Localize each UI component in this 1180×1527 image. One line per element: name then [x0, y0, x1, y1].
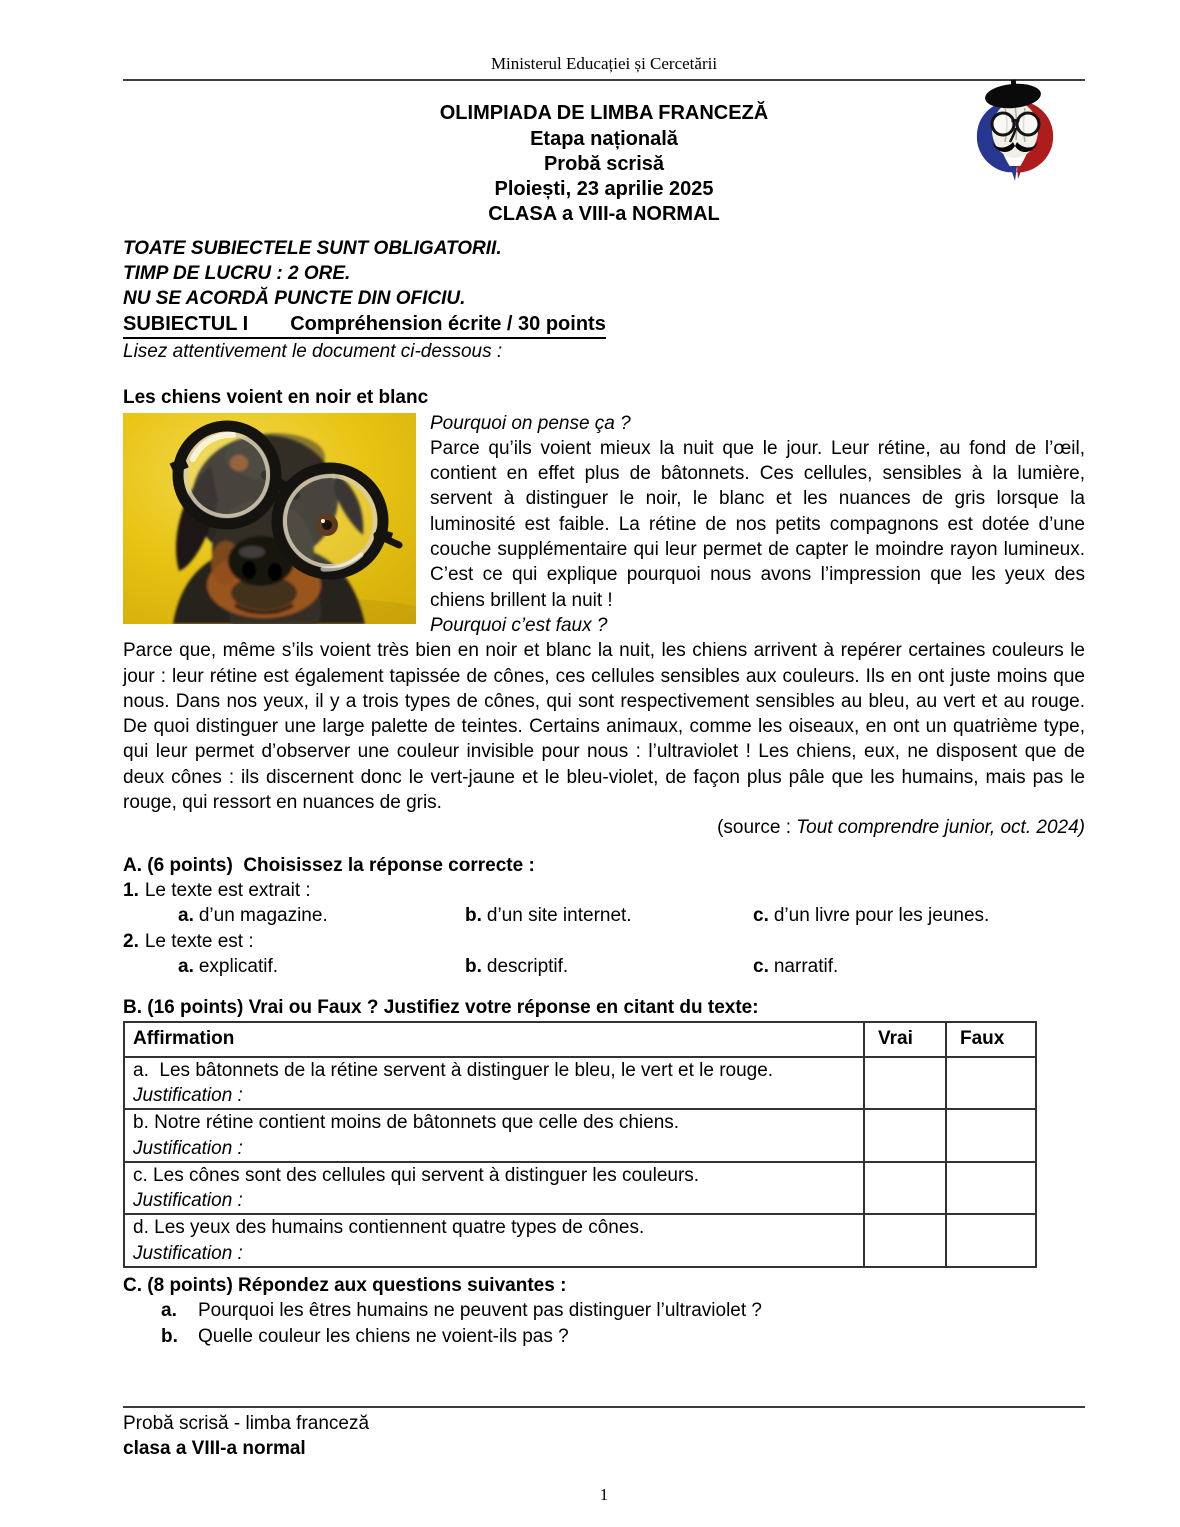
notice-line: TIMP DE LUCRU : 2 ORE. — [123, 263, 351, 285]
title-block — [123, 101, 1085, 227]
notice-line: NU SE ACORDĂ PUNCTE DIN OFICIU. — [123, 288, 466, 310]
article-paragraph-1: Parce qu’ils voient mieux la nuit que le jour. Leur rétine, au fond de l’œil, contient en effet plus de bâtonnets. Ces cellules, sensibles à la lumière, servent à distinguer le noir, le blanc et les nuances de gris lorsque la luminosité est faible. La rétine de nos petits compagnons est dotée d’une couche supplémentaire qui leur permet de capter le moindre rayon lumineux. C’est ce qui explique pourquoi nous avons l’impression que les yeux des chiens brillent la nuit ! — [430, 437, 1085, 611]
section-c-heading: C. (8 points) Répondez aux questions suivantes : — [123, 1275, 567, 1297]
ministry-header: Ministerul Educației și Cercetării — [123, 51, 1085, 81]
affirmation-cell-b — [124, 1109, 864, 1162]
question-c-a-letter: a. — [161, 1300, 177, 1322]
justification-label: Justification : — [133, 1190, 243, 1212]
subject-heading — [123, 312, 1085, 339]
table-row — [124, 1057, 1036, 1110]
question-2-options — [123, 954, 1085, 979]
source-note — [123, 815, 1085, 840]
question-2-number: 2. — [123, 930, 139, 952]
option-2b-text: descriptif. — [486, 955, 569, 977]
french-face-logo — [977, 80, 1053, 181]
affirmation-cell-c — [124, 1162, 864, 1215]
question-2 — [123, 929, 1085, 954]
notice-line: TOATE SUBIECTELE SUNT OBLIGATORII. — [123, 237, 502, 259]
affirmation-text: a. Les bâtonnets de la rétine servent à distinguer le bleu, le vert et le rouge. — [133, 1059, 774, 1081]
faux-cell-c[interactable] — [946, 1162, 1036, 1215]
justification-label: Justification : — [133, 1084, 243, 1106]
scarf-tail-blue — [1010, 166, 1017, 181]
header-affirmation: Affirmation — [124, 1022, 864, 1056]
source-prefix: (source : — [717, 817, 797, 839]
scarf-tail-red — [1017, 166, 1023, 179]
table-row — [124, 1109, 1036, 1162]
option-2a-letter: a. — [178, 955, 194, 977]
question-2-text: Le texte est : — [144, 930, 254, 952]
affirmation-text: d. Les yeux des humains contiennent quatre types de cônes. — [133, 1217, 645, 1239]
table-header-row — [124, 1022, 1036, 1056]
article — [123, 411, 1085, 841]
affirmation-text: b. Notre rétine contient moins de bâtonnets que celle des chiens. — [133, 1112, 680, 1134]
title-class: CLASA a VIII-a NORMAL — [488, 203, 720, 226]
affirmation-cell-d — [124, 1214, 864, 1267]
option-1c — [753, 903, 1085, 928]
justification-label: Justification : — [133, 1137, 243, 1159]
option-1c-letter: c. — [753, 905, 769, 927]
option-1b-text: d’un site internet. — [486, 905, 632, 927]
article-question-1: Pourquoi on pense ça ? — [430, 412, 631, 434]
header-faux: Faux — [946, 1022, 1036, 1056]
question-c-b-letter: b. — [161, 1325, 178, 1347]
vrai-cell-b[interactable] — [864, 1109, 946, 1162]
affirmation-cell-a — [124, 1057, 864, 1110]
option-2b-letter: b. — [465, 955, 482, 977]
question-1-options — [123, 903, 1085, 928]
option-2c-letter: c. — [753, 955, 769, 977]
title-exam-type: Probă scrisă — [543, 152, 665, 175]
vrai-cell-a[interactable] — [864, 1057, 946, 1110]
question-c-b-text: Quelle couleur les chiens ne voient-ils pas ? — [198, 1325, 569, 1347]
section-a-heading: A. (6 points) Choisissez la réponse correcte : — [123, 854, 535, 876]
table-row — [124, 1162, 1036, 1215]
exam-page — [123, 51, 1085, 1349]
faux-cell-b[interactable] — [946, 1109, 1036, 1162]
option-1c-text: d’un livre pour les jeunes. — [773, 905, 990, 927]
option-1b-letter: b. — [465, 905, 482, 927]
article-heading: Les chiens voient en noir et blanc — [123, 387, 429, 409]
header-vrai: Vrai — [864, 1022, 946, 1056]
question-c-a-text: Pourquoi les êtres humains ne peuvent pas distinguer l’ultraviolet ? — [198, 1300, 762, 1322]
option-1a — [178, 903, 465, 928]
question-c-b — [123, 1324, 1085, 1349]
vrai-cell-c[interactable] — [864, 1162, 946, 1215]
article-question-2: Pourquoi c’est faux ? — [430, 614, 608, 636]
option-1a-text: d’un magazine. — [198, 905, 328, 927]
option-2c — [753, 954, 1085, 979]
question-1-number: 1. — [123, 879, 139, 901]
vrai-faux-table — [123, 1021, 1037, 1268]
question-c-a — [123, 1298, 1085, 1323]
option-1a-letter: a. — [178, 905, 194, 927]
footer-class: clasa a VIII-a normal — [123, 1438, 306, 1460]
vrai-cell-d[interactable] — [864, 1214, 946, 1267]
olympiad-logo — [965, 78, 1065, 182]
option-2b — [465, 954, 753, 979]
source-reference: Tout comprendre junior, oct. 2024) — [796, 817, 1085, 839]
reading-instruction: Lisez attentivement le document ci-dessous : — [123, 340, 503, 362]
affirmation-text: c. Les cônes sont des cellules qui servent à distinguer les couleurs. — [133, 1164, 700, 1186]
subject-label: SUBIECTUL I — [123, 312, 249, 335]
question-1-text: Le texte est extrait : — [144, 879, 311, 901]
title-date-place: Ploiești, 23 aprilie 2025 — [494, 178, 714, 201]
question-1 — [123, 878, 1085, 903]
footer-exam-name: Probă scrisă - limba franceză — [123, 1413, 370, 1434]
dog-photo — [123, 413, 416, 624]
justification-label: Justification : — [133, 1242, 243, 1264]
faux-cell-a[interactable] — [946, 1057, 1036, 1110]
subject-title: Compréhension écrite / 30 points — [290, 312, 606, 335]
option-2a-text: explicatif. — [198, 955, 279, 977]
section-b-heading: B. (16 points) Vrai ou Faux ? Justifiez votre réponse en citant du texte: — [123, 997, 759, 1019]
option-2c-text: narratif. — [773, 955, 839, 977]
page-footer — [123, 1406, 1085, 1507]
option-2a — [178, 954, 465, 979]
option-1b — [465, 903, 753, 928]
notice-block — [123, 236, 1085, 312]
article-paragraph-2: Parce que, même s’ils voient très bien en noir et blanc la nuit, les chiens arrivent à repérer certaines couleurs le jour : leur rétine est également tapissée de cônes, ces cellules sensibles aux couleurs. Ils en ont juste moins que nous. Dans nos yeux, il y a trois types de cônes, qui sont respectivement sensibles au bleu, au vert et au rouge. De quoi distinguer une large palette de teintes. Certains animaux, comme les oiseaux, en ont un quatrième type, qui leur permet d’observer une couleur invisible pour nous : l’ultraviolet ! Les chiens, eux, ne disposent que de deux cônes : ils discernent donc le vert-jaune et le bleu-violet, de façon plus pâle que les humains, mais pas le rouge, qui ressort en nuances de gris. — [123, 640, 1085, 814]
faux-cell-d[interactable] — [946, 1214, 1036, 1267]
title-stage: Etapa națională — [530, 127, 678, 150]
page-title: OLIMPIADA DE LIMBA FRANCEZĂ — [439, 102, 769, 125]
page-number: 1 — [599, 1484, 609, 1504]
table-row — [124, 1214, 1036, 1267]
